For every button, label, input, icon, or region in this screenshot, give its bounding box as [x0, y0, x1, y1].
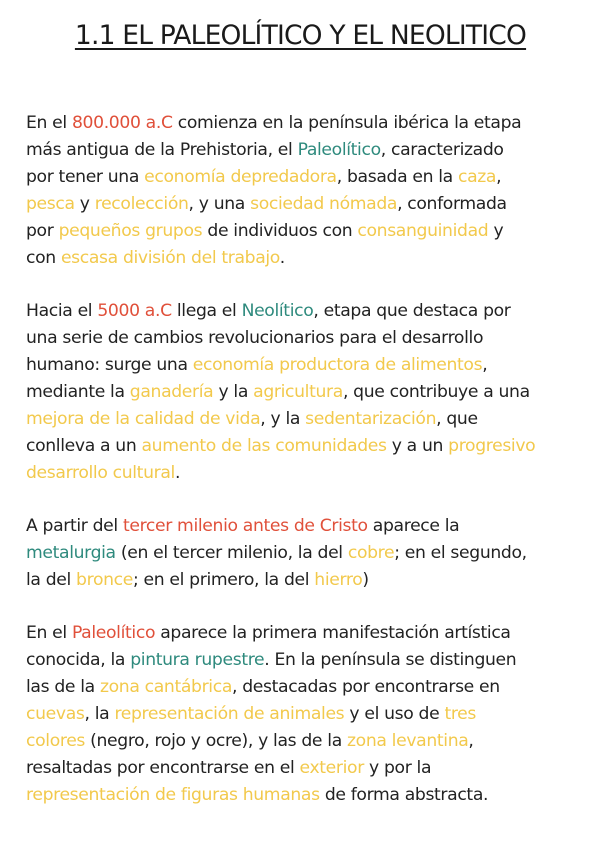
text-line — [26, 137, 575, 164]
text-segment: , caracterizado — [380, 140, 504, 160]
text-line — [26, 245, 575, 272]
text-line — [26, 406, 575, 433]
text-segment: . En la península se distinguen — [264, 650, 517, 670]
highlighted-term: recolección — [94, 194, 189, 214]
highlighted-term: Neolítico — [241, 301, 314, 321]
highlighted-term: representación de animales — [114, 704, 345, 724]
highlighted-term: agricultura — [253, 382, 343, 402]
text-segment: una serie de cambios revolucionarios para el desarrollo — [26, 328, 484, 348]
highlighted-term: 5000 a.C — [97, 301, 172, 321]
text-segment: y la — [213, 382, 254, 402]
page-title: 1.1 EL PALEOLÍTICO Y EL NEOLITICO — [74, 20, 527, 51]
text-line — [26, 352, 575, 379]
text-line — [26, 191, 575, 218]
highlighted-term: economía depredadora — [144, 167, 337, 187]
text-line — [26, 460, 575, 487]
text-segment: Hacia el — [26, 301, 98, 321]
text-line — [26, 218, 575, 245]
paragraph-2 — [26, 298, 575, 487]
text-segment: , la — [84, 704, 115, 724]
text-line — [26, 298, 575, 325]
text-segment: y a un — [386, 436, 449, 456]
text-segment: conlleva a un — [26, 436, 142, 456]
text-segment: mediante la — [26, 382, 130, 402]
text-line — [26, 620, 575, 647]
highlighted-term: bronce — [76, 570, 133, 590]
text-line — [26, 782, 575, 809]
text-segment: con — [26, 248, 61, 268]
highlighted-term: caza — [457, 167, 497, 187]
text-line — [26, 567, 575, 594]
text-segment: más antigua de la Prehistoria, el — [26, 140, 298, 160]
highlighted-term: aumento de las comunidades — [141, 436, 387, 456]
paragraph-1 — [26, 110, 575, 272]
text-segment: , basada en la — [336, 167, 458, 187]
text-line — [26, 110, 575, 137]
text-line — [26, 379, 575, 406]
paragraph-3 — [26, 513, 575, 594]
text-segment: A partir del — [26, 516, 123, 536]
text-segment: , destacadas por encontrarse en — [232, 677, 500, 697]
text-segment: (negro, rojo y ocre), y las de la — [85, 731, 347, 751]
highlighted-term: pintura rupestre — [130, 650, 265, 670]
highlighted-term: cuevas — [26, 704, 85, 724]
highlighted-term: Paleolítico — [297, 140, 381, 160]
text-line — [26, 755, 575, 782]
text-line — [26, 433, 575, 460]
text-line — [26, 513, 575, 540]
text-segment: , — [468, 731, 474, 751]
text-line — [26, 647, 575, 674]
highlighted-term: economía productora de alimentos — [192, 355, 483, 375]
text-segment: , y la — [260, 409, 306, 429]
text-segment: y por la — [363, 758, 432, 778]
text-segment: . — [279, 248, 285, 268]
text-segment: , que — [436, 409, 478, 429]
text-segment: llega el — [171, 301, 242, 321]
text-segment: aparece la primera manifestación artística — [155, 623, 511, 643]
text-segment: ; en el primero, la del — [132, 570, 315, 590]
highlighted-term: zona cantábrica — [99, 677, 233, 697]
text-segment: y el uso de — [344, 704, 445, 724]
text-segment: , conformada — [397, 194, 507, 214]
highlighted-term: cobre — [347, 543, 395, 563]
text-line — [26, 164, 575, 191]
text-segment: . — [174, 463, 181, 483]
text-segment: (en el tercer milenio, la del — [115, 543, 348, 563]
text-segment: , — [482, 355, 488, 375]
highlighted-term: Paleolítico — [71, 623, 156, 643]
highlighted-term: zona levantina — [347, 731, 469, 751]
highlighted-term: hierro — [314, 570, 363, 590]
text-segment: y — [488, 221, 504, 241]
text-segment: aparece la — [367, 516, 460, 536]
text-segment: y — [74, 194, 95, 214]
text-line — [26, 674, 575, 701]
highlighted-term: colores — [26, 731, 86, 751]
highlighted-term: mejora de la calidad de vida — [26, 409, 261, 429]
text-segment: las de la — [26, 677, 100, 697]
text-segment: por — [26, 221, 59, 241]
text-segment: conocida, la — [26, 650, 131, 670]
text-segment: de individuos con — [202, 221, 358, 241]
highlighted-term: progresivo — [448, 436, 536, 456]
text-segment: , y una — [188, 194, 251, 214]
highlighted-term: escasa división del trabajo — [60, 248, 280, 268]
highlighted-term: exterior — [299, 758, 364, 778]
highlighted-term: tercer milenio antes de Cristo — [122, 516, 368, 536]
highlighted-term: consanguinidad — [357, 221, 489, 241]
text-segment: humano: surge una — [26, 355, 193, 375]
text-segment: ; en el segundo, — [394, 543, 527, 563]
text-line — [26, 325, 575, 352]
text-line — [26, 728, 575, 755]
highlighted-term: metalurgia — [26, 543, 116, 563]
text-segment: , — [496, 167, 502, 187]
text-line — [26, 701, 575, 728]
text-segment: resaltadas por encontrarse en el — [26, 758, 300, 778]
highlighted-term: ganadería — [129, 382, 214, 402]
text-segment: por tener una — [26, 167, 145, 187]
text-segment: de forma abstracta. — [319, 785, 489, 805]
highlighted-term: pequeños grupos — [58, 221, 203, 241]
highlighted-term: 800.000 a.C — [71, 113, 173, 133]
highlighted-term: tres — [444, 704, 476, 724]
paragraph-4 — [26, 620, 575, 809]
text-segment: En el — [26, 113, 72, 133]
highlighted-term: sociedad nómada — [250, 194, 398, 214]
highlighted-term: pesca — [26, 194, 75, 214]
text-segment: la del — [26, 570, 77, 590]
text-segment: comienza en la península ibérica la etapa — [172, 113, 522, 133]
text-segment: En el — [26, 623, 72, 643]
text-segment: , que contribuye a una — [342, 382, 530, 402]
text-line — [26, 540, 575, 567]
document-body — [26, 110, 575, 809]
text-segment: ) — [362, 570, 369, 590]
highlighted-term: sedentarización — [305, 409, 437, 429]
text-segment: , etapa que destaca por — [313, 301, 511, 321]
highlighted-term: desarrollo cultural — [26, 463, 175, 483]
highlighted-term: representación de figuras humanas — [26, 785, 320, 805]
